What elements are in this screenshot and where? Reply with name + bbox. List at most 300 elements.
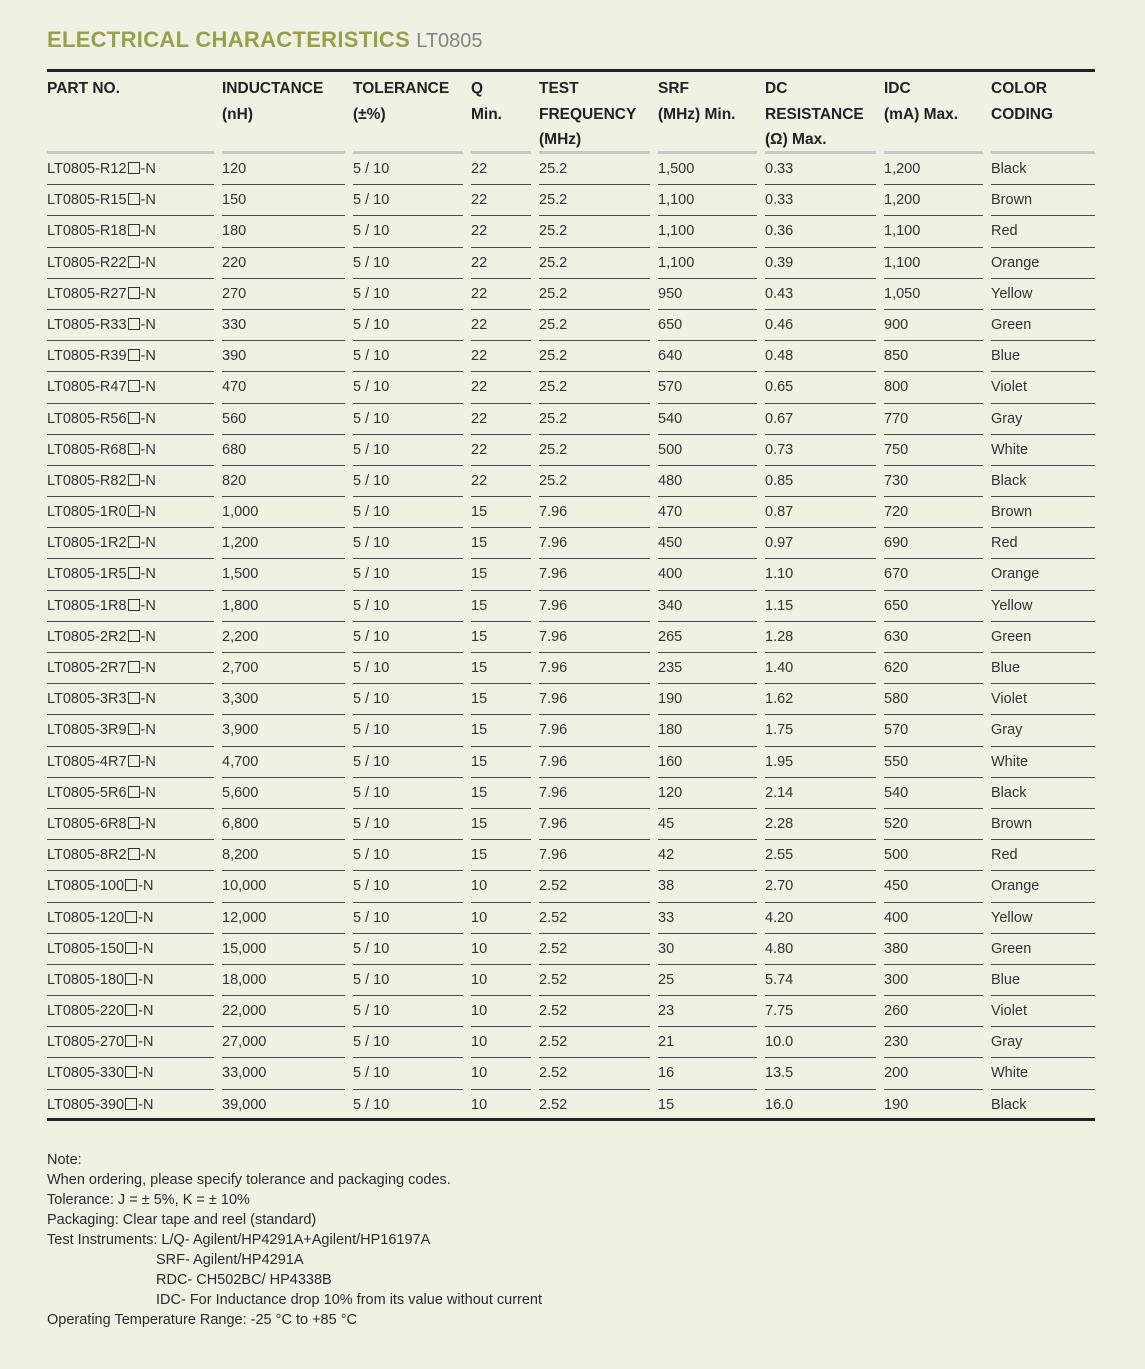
cell-dcr: 1.40 [765,653,876,684]
cell-tolerance: 5 / 10 [353,715,463,746]
cell-part-no [47,903,214,934]
cell-part-no [47,840,214,871]
table-row [47,965,1095,996]
cell-q: 10 [471,1058,531,1089]
part-prefix: LT0805-180 [47,971,125,988]
note-packaging: Packaging: Clear tape and reel (standard) [47,1212,317,1228]
cell-srf: 15 [658,1090,757,1121]
part-suffix: -N [140,192,156,209]
cell-dcr: 2.14 [765,778,876,809]
cell-color: Gray [991,404,1095,435]
table-row [47,341,1095,372]
header-dc-resistance [765,76,876,154]
part-suffix: -N [140,597,156,614]
table-row [47,653,1095,684]
cell-freq: 2.52 [539,903,650,934]
cell-q: 15 [471,840,531,871]
tolerance-code-box-icon [128,380,140,392]
cell-tolerance: 5 / 10 [353,903,463,934]
cell-idc: 540 [884,778,983,809]
cell-dcr: 1.75 [765,715,876,746]
cell-inductance: 6,800 [222,809,345,840]
header-line: TOLERANCE [353,80,450,97]
cell-q: 22 [471,435,531,466]
part-suffix: -N [140,441,156,458]
tolerance-code-box-icon [128,318,140,330]
header-line: TEST [539,80,579,97]
cell-srf: 235 [658,653,757,684]
cell-tolerance: 5 / 10 [353,466,463,497]
part-prefix: LT0805-270 [47,1034,125,1051]
cell-dcr: 5.74 [765,965,876,996]
cell-idc: 520 [884,809,983,840]
note-instruments-lq: Test Instruments: L/Q- Agilent/HP4291A+Agilent/HP16197A [47,1232,431,1248]
cell-part-no [47,747,214,778]
part-suffix: -N [140,348,156,365]
table-row [47,435,1095,466]
note-instruments-rdc: RDC- CH502BC/ HP4338B [156,1272,332,1288]
cell-color: Green [991,622,1095,653]
cell-part-no [47,715,214,746]
cell-color: Brown [991,497,1095,528]
cell-srf: 640 [658,341,757,372]
cell-srf: 650 [658,310,757,341]
table-row [47,154,1095,185]
part-prefix: LT0805-6R8 [47,815,127,832]
cell-inductance: 560 [222,404,345,435]
cell-q: 22 [471,372,531,403]
cell-freq: 25.2 [539,466,650,497]
table-body [47,154,1095,1121]
cell-q: 15 [471,778,531,809]
note-temperature: Operating Temperature Range: -25 °C to +85 °C [47,1312,357,1328]
cell-color: Black [991,1090,1095,1121]
note-ordering: When ordering, please specify tolerance and packaging codes. [47,1172,451,1188]
cell-tolerance: 5 / 10 [353,154,463,185]
part-suffix: -N [140,535,156,552]
cell-color: Brown [991,809,1095,840]
cell-srf: 1,100 [658,185,757,216]
tolerance-code-box-icon [128,630,140,642]
tolerance-code-box-icon [128,723,140,735]
cell-freq: 25.2 [539,185,650,216]
cell-color: Gray [991,715,1095,746]
cell-dcr: 1.28 [765,622,876,653]
cell-inductance: 8,200 [222,840,345,871]
cell-freq: 7.96 [539,497,650,528]
tolerance-code-box-icon [128,567,140,579]
cell-idc: 580 [884,684,983,715]
part-prefix: LT0805-220 [47,1003,125,1020]
cell-freq: 25.2 [539,310,650,341]
cell-idc: 400 [884,903,983,934]
cell-color: Orange [991,559,1095,590]
cell-idc: 650 [884,591,983,622]
cell-tolerance: 5 / 10 [353,871,463,902]
cell-tolerance: 5 / 10 [353,310,463,341]
cell-freq: 2.52 [539,934,650,965]
cell-dcr: 16.0 [765,1090,876,1121]
cell-idc: 1,200 [884,154,983,185]
part-suffix: -N [138,940,154,957]
cell-inductance: 330 [222,310,345,341]
cell-srf: 1,100 [658,216,757,247]
cell-part-no [47,809,214,840]
part-suffix: -N [140,379,156,396]
table-row [47,778,1095,809]
part-suffix: -N [140,628,156,645]
part-prefix: LT0805-4R7 [47,753,127,770]
table-row [47,310,1095,341]
part-prefix: LT0805-8R2 [47,847,127,864]
header-tolerance [353,76,463,154]
cell-idc: 1,050 [884,279,983,310]
cell-idc: 550 [884,747,983,778]
cell-tolerance: 5 / 10 [353,341,463,372]
cell-q: 22 [471,404,531,435]
part-suffix: -N [138,1003,154,1020]
part-prefix: LT0805-R47 [47,379,127,396]
part-prefix: LT0805-1R2 [47,535,127,552]
cell-tolerance: 5 / 10 [353,528,463,559]
part-suffix: -N [140,847,156,864]
part-prefix: LT0805-1R0 [47,504,127,521]
tolerance-code-box-icon [128,349,140,361]
cell-srf: 265 [658,622,757,653]
cell-freq: 7.96 [539,778,650,809]
cell-freq: 2.52 [539,1058,650,1089]
cell-freq: 7.96 [539,591,650,622]
table-row [47,279,1095,310]
cell-freq: 2.52 [539,965,650,996]
part-prefix: LT0805-5R6 [47,784,127,801]
cell-q: 22 [471,154,531,185]
table-row [47,372,1095,403]
cell-q: 10 [471,934,531,965]
part-prefix: LT0805-R15 [47,192,127,209]
cell-freq: 25.2 [539,248,650,279]
table-row [47,871,1095,902]
tolerance-code-box-icon [128,536,140,548]
cell-color: Yellow [991,591,1095,622]
note-heading: Note: [47,1152,82,1168]
header-idc [884,76,983,154]
cell-inductance: 12,000 [222,903,345,934]
cell-tolerance: 5 / 10 [353,934,463,965]
cell-q: 10 [471,1027,531,1058]
title-sub: LT0805 [416,30,483,52]
cell-inductance: 680 [222,435,345,466]
cell-dcr: 4.20 [765,903,876,934]
page-title [47,27,483,53]
part-prefix: LT0805-R12 [47,161,127,177]
cell-idc: 450 [884,871,983,902]
cell-freq: 7.96 [539,559,650,590]
cell-dcr: 0.85 [765,466,876,497]
cell-q: 15 [471,528,531,559]
part-prefix: LT0805-3R3 [47,691,127,708]
cell-freq: 7.96 [539,747,650,778]
header-line: INDUCTANCE [222,80,324,97]
cell-q: 22 [471,310,531,341]
part-suffix: -N [138,1034,154,1051]
cell-inductance: 3,900 [222,715,345,746]
part-suffix: -N [140,223,156,240]
cell-inductance: 5,600 [222,778,345,809]
header-line: Min. [471,105,502,123]
cell-color: Yellow [991,279,1095,310]
tolerance-code-box-icon [125,1098,137,1110]
cell-freq: 25.2 [539,279,650,310]
cell-srf: 23 [658,996,757,1027]
cell-tolerance: 5 / 10 [353,404,463,435]
cell-color: Green [991,934,1095,965]
cell-freq: 7.96 [539,715,650,746]
tolerance-code-box-icon [128,162,140,174]
table-row [47,1027,1095,1058]
cell-srf: 570 [658,372,757,403]
cell-srf: 480 [658,466,757,497]
cell-inductance: 470 [222,372,345,403]
cell-srf: 500 [658,435,757,466]
cell-dcr: 2.28 [765,809,876,840]
cell-part-no [47,216,214,247]
cell-tolerance: 5 / 10 [353,809,463,840]
cell-part-no [47,341,214,372]
cell-q: 15 [471,591,531,622]
cell-dcr: 1.15 [765,591,876,622]
cell-inductance: 1,800 [222,591,345,622]
table-row [47,840,1095,871]
cell-dcr: 0.33 [765,185,876,216]
cell-idc: 1,200 [884,185,983,216]
cell-q: 15 [471,747,531,778]
cell-tolerance: 5 / 10 [353,559,463,590]
cell-idc: 670 [884,559,983,590]
cell-color: White [991,1058,1095,1089]
cell-idc: 900 [884,310,983,341]
cell-part-no [47,497,214,528]
table-row [47,528,1095,559]
cell-q: 10 [471,996,531,1027]
part-prefix: LT0805-R18 [47,223,127,240]
cell-part-no [47,684,214,715]
part-suffix: -N [140,784,156,801]
header-q-min [471,76,531,154]
cell-srf: 540 [658,404,757,435]
table-row [47,404,1095,435]
tolerance-code-box-icon [128,786,140,798]
cell-inductance: 270 [222,279,345,310]
cell-freq: 25.2 [539,154,650,185]
cell-idc: 190 [884,1090,983,1121]
header-test-frequency [539,76,650,154]
cell-part-no [47,154,214,185]
title-main: ELECTRICAL CHARACTERISTICS [47,27,411,52]
cell-srf: 25 [658,965,757,996]
part-prefix: LT0805-1R8 [47,597,127,614]
table-row [47,903,1095,934]
cell-part-no [47,1027,214,1058]
cell-q: 10 [471,965,531,996]
cell-tolerance: 5 / 10 [353,1090,463,1121]
cell-srf: 950 [658,279,757,310]
cell-srf: 160 [658,747,757,778]
table-row [47,497,1095,528]
cell-dcr: 1.10 [765,559,876,590]
cell-q: 10 [471,903,531,934]
cell-idc: 570 [884,715,983,746]
cell-part-no [47,372,214,403]
table-row [47,747,1095,778]
cell-inductance: 150 [222,185,345,216]
cell-dcr: 1.62 [765,684,876,715]
header-part-no [47,76,214,154]
cell-q: 22 [471,466,531,497]
table-bottom-rule [47,1118,1095,1121]
cell-part-no [47,435,214,466]
cell-tolerance: 5 / 10 [353,778,463,809]
table-header-row [47,76,1095,154]
header-line: (Ω) Max. [765,131,827,148]
cell-srf: 120 [658,778,757,809]
cell-tolerance: 5 / 10 [353,1027,463,1058]
header-line: Q [471,80,484,97]
note-instruments-srf: SRF- Agilent/HP4291A [156,1252,304,1268]
cell-dcr: 13.5 [765,1058,876,1089]
cell-inductance: 15,000 [222,934,345,965]
tolerance-code-box-icon [125,1066,137,1078]
part-suffix: -N [140,691,156,708]
cell-srf: 450 [658,528,757,559]
notes-section [47,1150,542,1330]
cell-q: 22 [471,216,531,247]
cell-color: Blue [991,965,1095,996]
part-suffix: -N [140,161,156,177]
header-line: SRF [658,80,689,97]
header-line: (±%) [353,105,386,123]
cell-color: Black [991,466,1095,497]
cell-color: Black [991,154,1095,185]
tolerance-code-box-icon [128,692,140,704]
cell-idc: 230 [884,1027,983,1058]
cell-color: Yellow [991,903,1095,934]
cell-inductance: 10,000 [222,871,345,902]
characteristics-table [47,76,1095,1121]
tolerance-code-box-icon [128,256,140,268]
table-row [47,1090,1095,1121]
cell-freq: 7.96 [539,622,650,653]
cell-srf: 21 [658,1027,757,1058]
tolerance-code-box-icon [125,942,137,954]
tolerance-code-box-icon [125,973,137,985]
cell-tolerance: 5 / 10 [353,1058,463,1089]
cell-tolerance: 5 / 10 [353,248,463,279]
cell-freq: 25.2 [539,216,650,247]
cell-tolerance: 5 / 10 [353,965,463,996]
cell-tolerance: 5 / 10 [353,279,463,310]
cell-idc: 1,100 [884,216,983,247]
note-instruments-idc: IDC- For Inductance drop 10% from its value without current [156,1292,543,1308]
cell-part-no [47,1090,214,1121]
header-line: (MHz) Min. [658,105,736,123]
part-prefix: LT0805-R56 [47,410,127,427]
tolerance-code-box-icon [128,412,140,424]
cell-inductance: 2,700 [222,653,345,684]
cell-part-no [47,185,214,216]
cell-tolerance: 5 / 10 [353,996,463,1027]
table-row [47,809,1095,840]
tolerance-code-box-icon [128,817,140,829]
cell-color: White [991,435,1095,466]
header-line: (MHz) [539,131,582,148]
cell-dcr: 4.80 [765,934,876,965]
cell-freq: 2.52 [539,871,650,902]
cell-idc: 770 [884,404,983,435]
cell-srf: 1,100 [658,248,757,279]
cell-tolerance: 5 / 10 [353,840,463,871]
part-suffix: -N [140,472,156,489]
cell-color: Black [991,778,1095,809]
cell-idc: 380 [884,934,983,965]
cell-freq: 7.96 [539,840,650,871]
table-row [47,622,1095,653]
cell-q: 15 [471,653,531,684]
tolerance-code-box-icon [125,1004,137,1016]
cell-freq: 2.52 [539,1090,650,1121]
table-row [47,715,1095,746]
tolerance-code-box-icon [128,599,140,611]
cell-q: 22 [471,185,531,216]
cell-q: 15 [471,809,531,840]
cell-color: Red [991,216,1095,247]
cell-part-no [47,310,214,341]
cell-dcr: 0.67 [765,404,876,435]
header-color-coding [991,76,1095,154]
cell-tolerance: 5 / 10 [353,435,463,466]
cell-color: Brown [991,185,1095,216]
part-prefix: LT0805-150 [47,940,125,957]
cell-dcr: 0.39 [765,248,876,279]
cell-inductance: 390 [222,341,345,372]
cell-srf: 1,500 [658,154,757,185]
cell-color: Orange [991,248,1095,279]
cell-part-no [47,653,214,684]
cell-dcr: 0.73 [765,435,876,466]
cell-dcr: 2.55 [765,840,876,871]
cell-dcr: 0.46 [765,310,876,341]
table-row [47,216,1095,247]
header-line: (nH) [222,105,253,123]
cell-srf: 400 [658,559,757,590]
cell-inductance: 2,200 [222,622,345,653]
part-suffix: -N [138,1065,154,1082]
cell-dcr: 10.0 [765,1027,876,1058]
part-prefix: LT0805-100 [47,878,125,895]
cell-srf: 38 [658,871,757,902]
header-line: (mA) Max. [884,105,959,123]
cell-q: 10 [471,871,531,902]
cell-tolerance: 5 / 10 [353,185,463,216]
cell-idc: 690 [884,528,983,559]
cell-srf: 45 [658,809,757,840]
cell-freq: 7.96 [539,653,650,684]
cell-freq: 2.52 [539,1027,650,1058]
table-row [47,684,1095,715]
cell-part-no [47,622,214,653]
table-row [47,248,1095,279]
cell-idc: 500 [884,840,983,871]
